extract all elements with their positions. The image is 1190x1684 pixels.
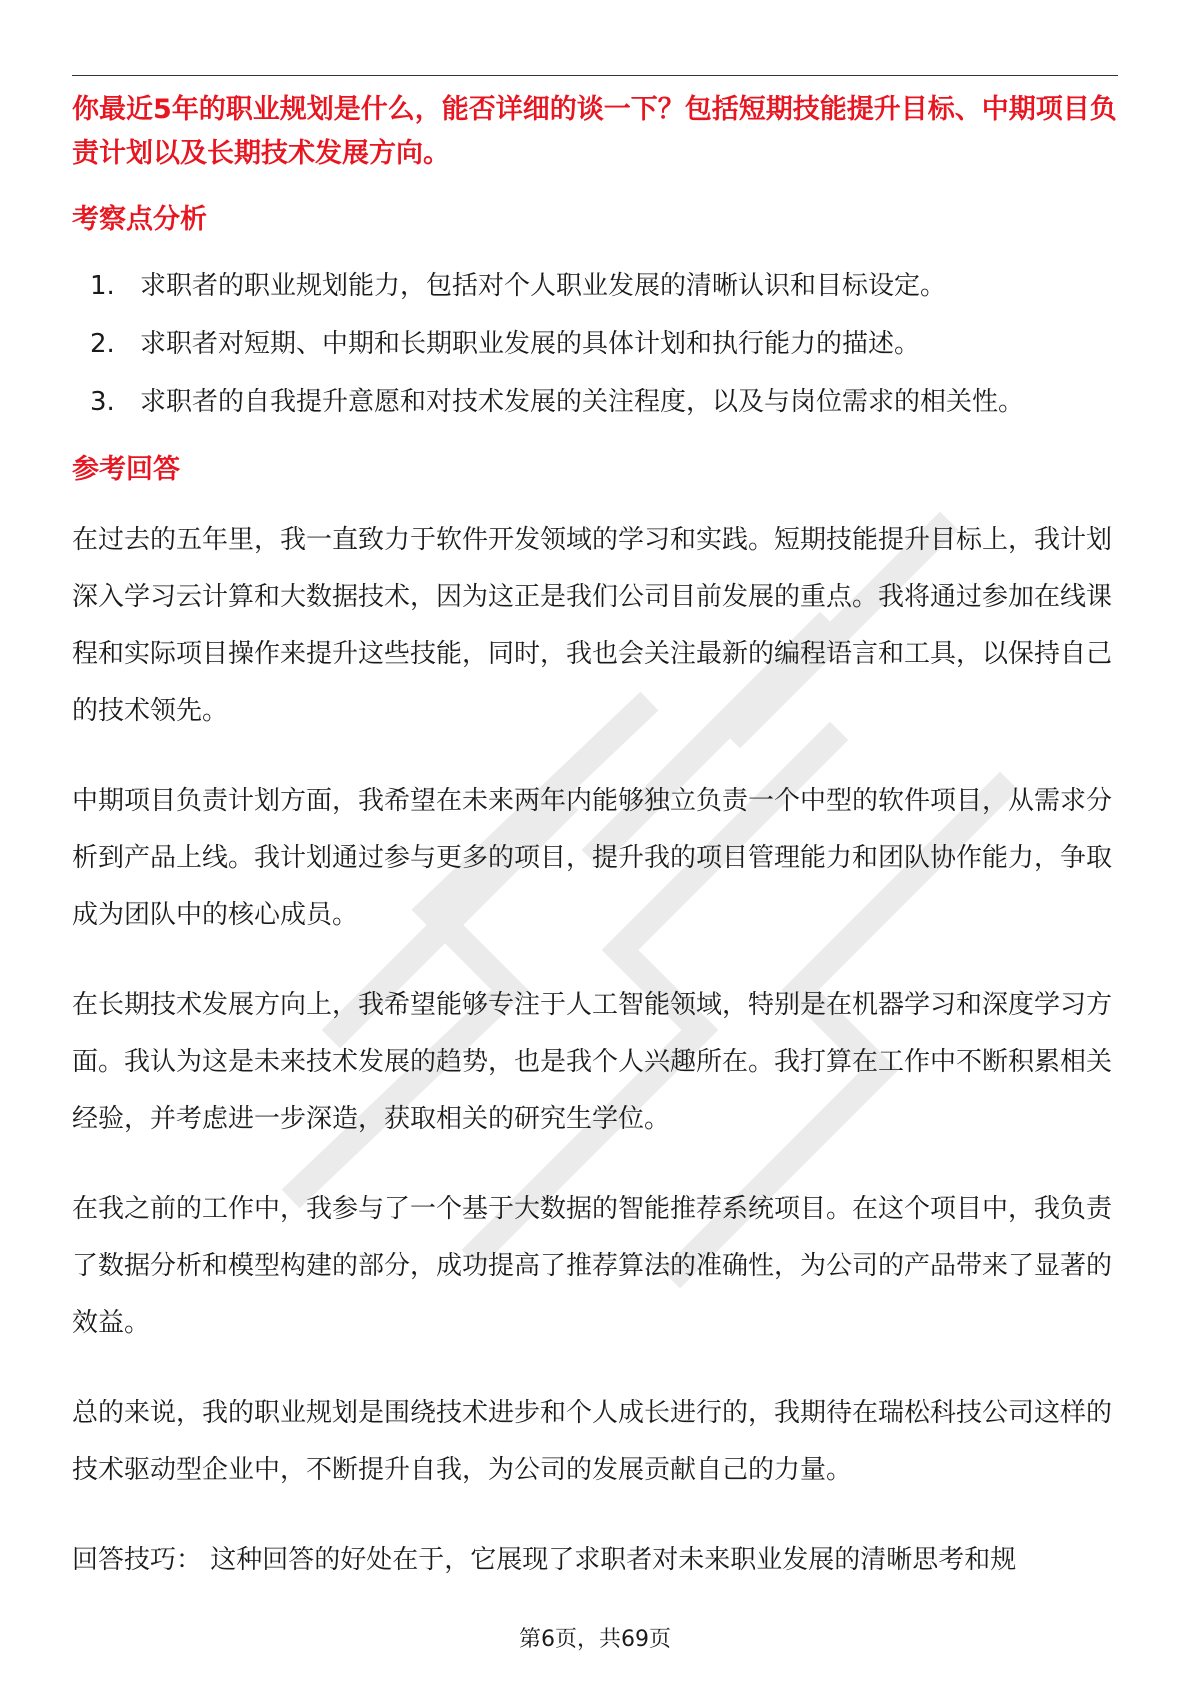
answer-title: 参考回答: [72, 454, 180, 485]
answer-paragraph: 在我之前的工作中，我参与了一个基于大数据的智能推荐系统项目。在这个项目中，我负责了数据分析和模型构建的部分，成功提高了推荐算法的准确性，为公司的产品带来了显著的效益。: [72, 1194, 1113, 1338]
answer-tips: 回答技巧： 这种回答的好处在于，它展现了求职者对未来职业发展的清晰思考和规: [72, 1545, 1017, 1575]
question-heading: 你最近5年的职业规划是什么，能否详细的谈一下？包括短期技能提升目标、中期项目负责计划以及长期技术发展方向。: [72, 94, 1117, 169]
list-item-text: 求职者的职业规划能力，包括对个人职业发展的清晰认识和目标设定。: [140, 271, 947, 301]
analysis-list: [72, 266, 1120, 422]
list-item-number: 1.: [90, 271, 115, 301]
list-item-text: 求职者的自我提升意愿和对技术发展的关注程度，以及与岗位需求的相关性。: [140, 387, 1025, 417]
page-content: [72, 88, 1120, 1589]
answer-paragraph: 在过去的五年里，我一直致力于软件开发领域的学习和实践。短期技能提升目标上，我计划深入学习云计算和大数据技术，因为这正是我们公司目前发展的重点。我将通过参加在线课程和实际项目操作来提升这些技能，同时，我也会关注最新的编程语言和工具，以保持自己的技术领先。: [72, 525, 1113, 726]
analysis-title: 考察点分析: [72, 204, 207, 235]
list-item-text: 求职者对短期、中期和长期职业发展的具体计划和执行能力的描述。: [140, 329, 921, 359]
list-item-number: 3.: [90, 387, 115, 417]
list-item: [72, 324, 1120, 364]
answer-paragraph: 在长期技术发展方向上，我希望能够专注于人工智能领域，特别是在机器学习和深度学习方面。我认为这是未来技术发展的趋势，也是我个人兴趣所在。我打算在工作中不断积累相关经验，并考虑进一步深造，获取相关的研究生学位。: [72, 990, 1113, 1134]
answer-paragraph: 中期项目负责计划方面，我希望在未来两年内能够独立负责一个中型的软件项目，从需求分析到产品上线。我计划通过参与更多的项目，提升我的项目管理能力和团队协作能力，争取成为团队中的核心成员。: [72, 786, 1113, 930]
answer-paragraph: 总的来说，我的职业规划是围绕技术进步和个人成长进行的，我期待在瑞松科技公司这样的技术驱动型企业中，不断提升自我，为公司的发展贡献自己的力量。: [72, 1398, 1113, 1485]
list-item: [72, 266, 1120, 306]
list-item-number: 2.: [90, 329, 115, 359]
top-divider: [72, 75, 1118, 76]
list-item: [72, 382, 1120, 422]
page-number: 第6页，共69页: [519, 1627, 671, 1652]
